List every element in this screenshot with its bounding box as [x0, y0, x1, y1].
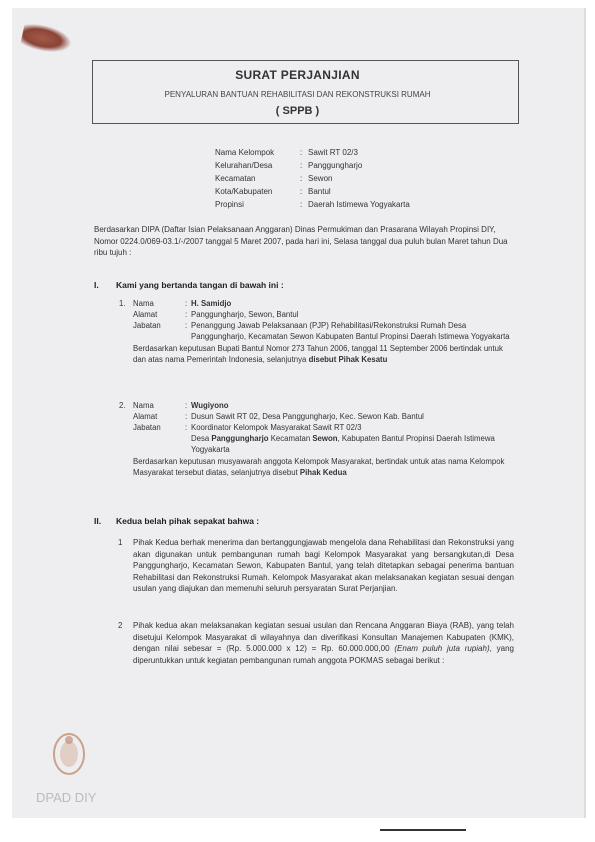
document-subtitle: PENYALURAN BANTUAN REHABILITASI DAN REKONSTRUKSI RUMAH: [164, 90, 431, 99]
info-row: Propinsi : Daerah Istimewa Yogyakarta: [215, 200, 410, 209]
info-row: Nama Kelompok : Sawit RT 02/3: [215, 148, 358, 157]
emblem-logo: [50, 730, 88, 778]
document-title: SURAT PERJANJIAN: [235, 68, 360, 82]
list-item: 1 Pihak Kedua berhak menerima dan bertanggungjawab mengelola dana Rehabilitasi dan Rekonstruksi yang akan digunakan untuk pembangunan rumah bagi Kelompok Masyarakat yang bersangkutan,di Desa Panggungharjo, Kecamatan Sewon, Kabupaten Bantul, yang telah ditetapkan sebagai penerima bantuan Rehabilitasi dan Rekonstruksi Rumah. Kelompok Masyarakat akan melaksanakan kegiatan sesuai dengan usulan yang diajukan dan memenuhi seluruh persyaratan Surat Perjanjian.: [118, 538, 514, 593]
section-1-heading: I. Kami yang bertanda tangan di bawah ini :: [94, 280, 284, 290]
group-info: [215, 146, 410, 211]
party-2: 2. Nama : Wugiyono Alamat : Dusun Sawit RT 02, Desa Panggungharjo, Kec. Sewon Kab. Bantul Jabatan : Koordinator Kelompok Masyarakat Sawit RT 02/3 Desa Panggungharjo Kecamatan Sewon, Kabupaten Bantul Propinsi Daerah Istimewa Yogyakarta Berdasarkan keputusan musyawarah anggota Kelompok Masyarakat, bertindak untuk atas nama Kelompok Masyarakat tersebut diatas, selanjutnya disebut Pihak Kedua: [119, 401, 505, 477]
info-row: Kelurahan/Desa : Panggungharjo: [215, 161, 363, 170]
info-row: Kota/Kabupaten : Bantul: [215, 187, 331, 196]
intro-paragraph: Berdasarkan DIPA (Daftar Isian Pelaksanaan Anggaran) Dinas Permukiman dan Prasarana Wilayah Propinsi DIY, Nomor 0224.0/069-03.1/-/2007 tanggal 5 Maret 2007, pada hari ini, Selasa tanggal dua puluh bulan Maret tahun Dua ribu tujuh :: [94, 225, 508, 257]
watermark-text: DPAD DIY: [36, 790, 97, 805]
info-row: Kecamatan : Sewon: [215, 174, 333, 183]
section-2-heading: II. Kedua belah pihak sepakat bahwa :: [94, 516, 260, 526]
document-code: ( SPPB ): [275, 105, 320, 117]
party-1: 1. Nama : H. Samidjo Alamat : Panggungharjo, Sewon, Bantul Jabatan : Penanggung Jawab Pelaksanaan (PJP) Rehabilitasi/Rekonstruksi Rumah Desa Panggungharjo, Kecamatan Sewon Kabupaten Bantul Propinsi Daerah Istimewa Yogyakarta Berdasarkan keputusan Bupati Bantul Nomor 273 Tahun 2006, tanggal 11 September 2006 bertindak untuk dan atas nama Pemerintah Indonesia, selanjutnya disebut Pihak Kesatu: [119, 299, 510, 364]
footer-rule: [380, 829, 466, 831]
list-item: 2 Pihak kedua akan melaksanakan kegiatan sesuai usulan dan Rencana Anggaran Biaya (RAB), yang telah disetujui Kelompok Masyarakat di wilayahnya dan diverifikasi Konsultan Manajemen Kabupaten (KMK), dengan nilai sebesar = (Rp. 5.000.000 x 12) = Rp. 60.000.000,00 (Enam puluh juta rupiah), yang diperuntukkan untuk kegiatan pembangunan rumah anggota POKMAS sebagai berikut :: [118, 621, 514, 665]
